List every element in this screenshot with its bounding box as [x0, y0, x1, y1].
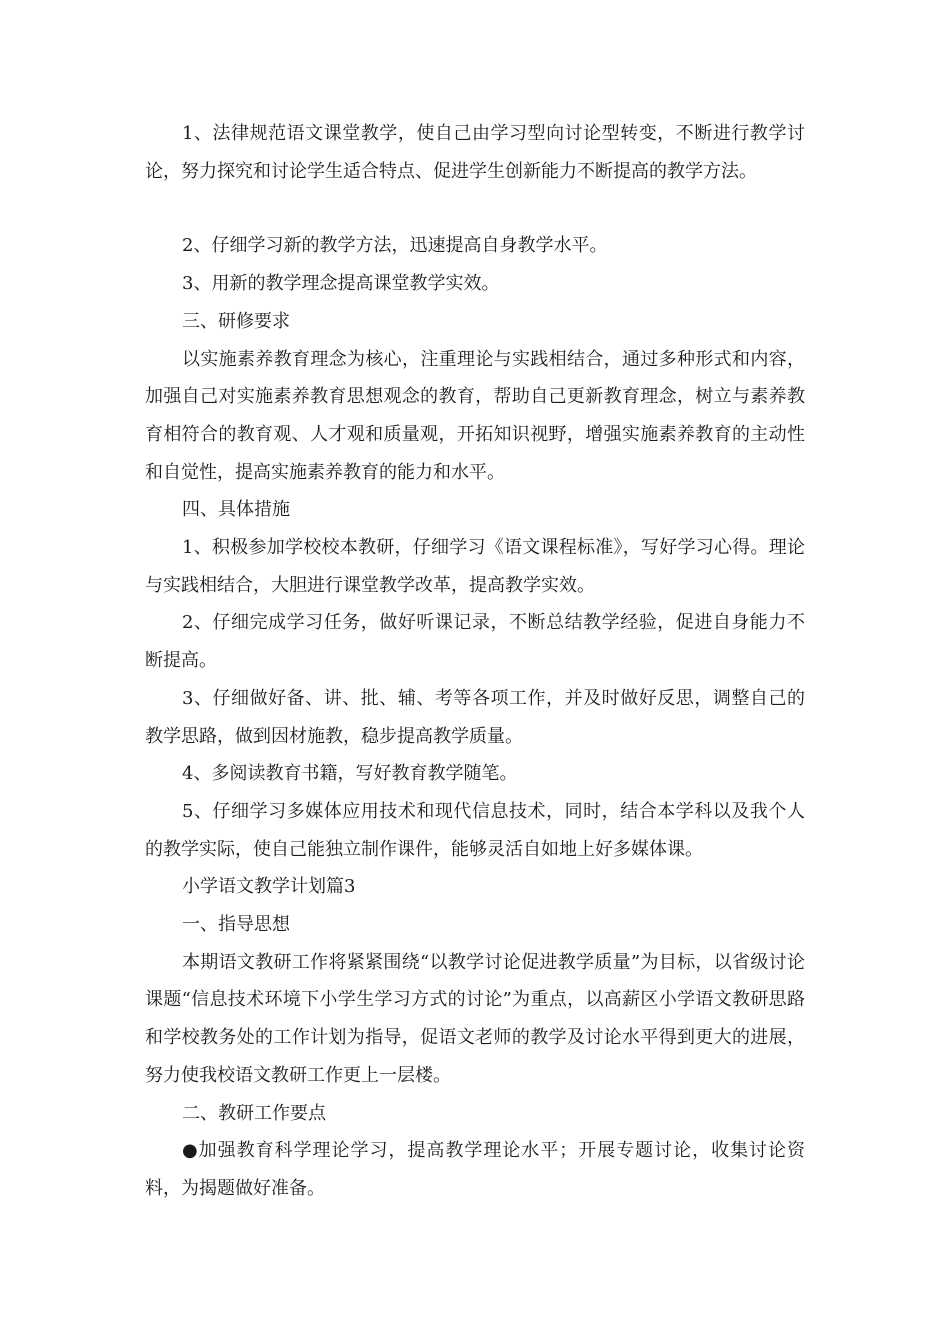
paragraph-goal-3: 3、用新的教学理念提高课堂教学实效。: [182, 273, 500, 295]
paragraph-guiding-ideology: 本期语文教研工作将紧紧围绕“以教学讨论促进教学质量”为目标，以省级讨论课题“信息技术环境下小学生学习方式的讨论”为重点，以高薪区小学语文教研思路和学校教务处的工作计划为指导，促语文老师的教学及讨论水平得到更大的进展，努力使我校语文教研工作更上一层楼。: [145, 951, 805, 1086]
paragraph-study-requirements: 以实施素养教育理念为核心，注重理论与实践相结合，通过多种形式和内容，加强自己对实施素养教育思想观念的教育，帮助自己更新教育理念，树立与素养教育相符合的教育观、人才观和质量观，开拓知识视野，增强实施素养教育的主动性和自觉性，提高实施素养教育的能力和水平。: [145, 348, 805, 483]
paragraph-measure-4: 4、多阅读教育书籍，写好教育教学随笔。: [182, 763, 518, 785]
paragraph-research-point-1: ●加强教育科学理论学习，提高教学理论水平；开展专题讨论，收集讨论资料，为揭题做好准备。: [145, 1140, 805, 1199]
heading-guiding-ideology: 一、指导思想: [182, 914, 290, 936]
heading-study-requirements: 三、研修要求: [182, 310, 290, 332]
heading-specific-measures: 四、具体措施: [182, 499, 290, 521]
section-title-plan-3: 小学语文教学计划篇3: [182, 876, 356, 898]
heading-research-points: 二、教研工作要点: [182, 1102, 326, 1124]
paragraph-goal-2: 2、仔细学习新的教学方法，迅速提高自身教学水平。: [182, 235, 608, 257]
document-body: [145, 115, 805, 1208]
paragraph-measure-5: 5、仔细学习多媒体应用技术和现代信息技术，同时，结合本学科以及我个人的教学实际，使自己能独立制作课件，能够灵活自如地上好多媒体课。: [145, 800, 805, 860]
paragraph-measure-2: 2、仔细完成学习任务，做好听课记录，不断总结教学经验，促进自身能力不断提高。: [145, 612, 805, 672]
paragraph-measure-3: 3、仔细做好备、讲、批、辅、考等各项工作，并及时做好反思，调整自己的教学思路，做到因材施教，稳步提高教学质量。: [145, 687, 805, 747]
paragraph-measure-1: 1、积极参加学校校本教研，仔细学习《语文课程标准》，写好学习心得。理论与实践相结合，大胆进行课堂教学改革，提高教学实效。: [145, 537, 805, 596]
paragraph-goal-1: 1、法律规范语文课堂教学，使自己由学习型向讨论型转变，不断进行教学讨论，努力探究和讨论学生适合特点、促进学生创新能力不断提高的教学方法。: [145, 123, 805, 182]
